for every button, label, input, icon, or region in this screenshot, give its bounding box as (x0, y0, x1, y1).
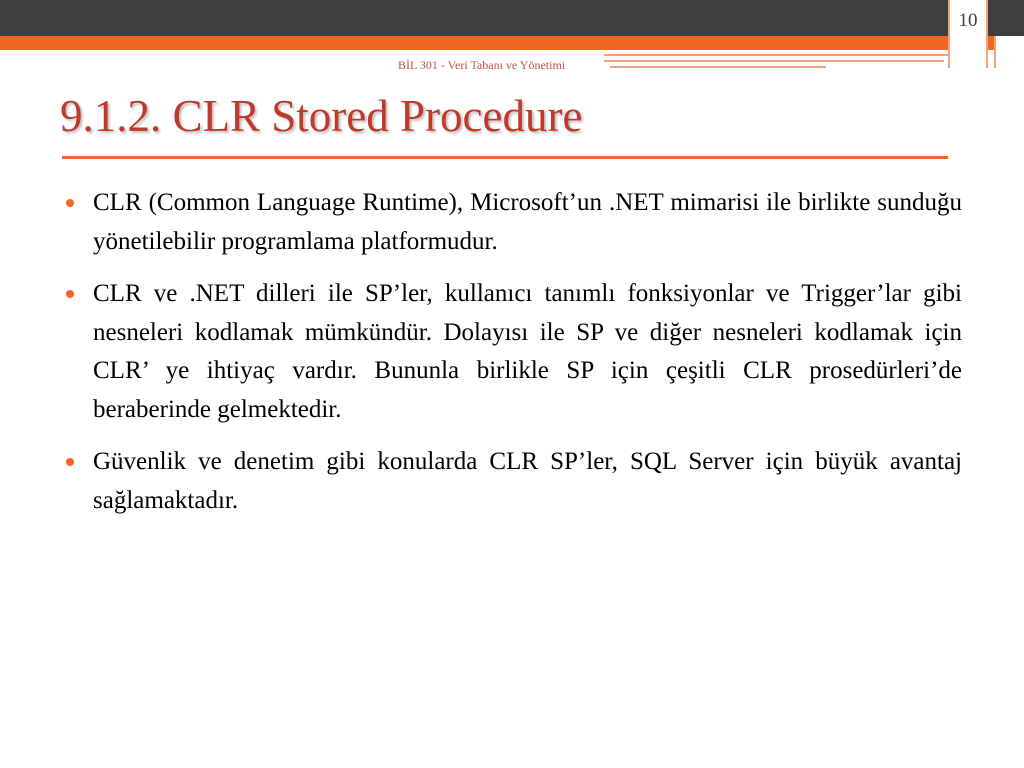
decorative-corner (994, 36, 1024, 68)
bullet-dot-icon (66, 199, 74, 207)
list-item (66, 443, 962, 520)
header-accent-bar (0, 36, 1024, 50)
list-item (66, 184, 962, 261)
bullet-text: CLR (Common Language Runtime), Microsoft’un .NET mimarisi ile birlikte sunduğu yönetilebilir programlama platformudur. (93, 189, 962, 255)
page-number: 10 (958, 10, 978, 31)
list-item (66, 275, 962, 429)
decorative-line (610, 66, 826, 68)
decorative-line (604, 54, 948, 56)
bullet-dot-icon (66, 458, 74, 466)
bullet-text: CLR ve .NET dilleri ile SP’ler, kullanıcı tanımlı fonksiyonlar ve Trigger’lar gibi nesneleri kodlamak mümkündür. Dolayısı ile SP ve diğer nesneleri kodlamak için CLR’ ye ihtiyaç vardır. Bununla birlikle SP için çeşitli CLR prosedürleri’de beraberinde gelmektedir. (93, 280, 962, 423)
footer-course-name: BİL 301 - Veri Tabanı ve Yönetimi (398, 58, 566, 72)
decorative-line (604, 60, 944, 62)
slide-title: 9.1.2. CLR Stored Procedure (60, 91, 583, 141)
bullet-list (66, 184, 962, 534)
title-underline (62, 156, 948, 159)
bullet-text: Güvenlik ve denetim gibi konularda CLR SP’ler, SQL Server için büyük avantaj sağlamaktadır. (93, 448, 962, 514)
header-dark-bar (0, 0, 1024, 36)
bullet-dot-icon (66, 290, 74, 298)
